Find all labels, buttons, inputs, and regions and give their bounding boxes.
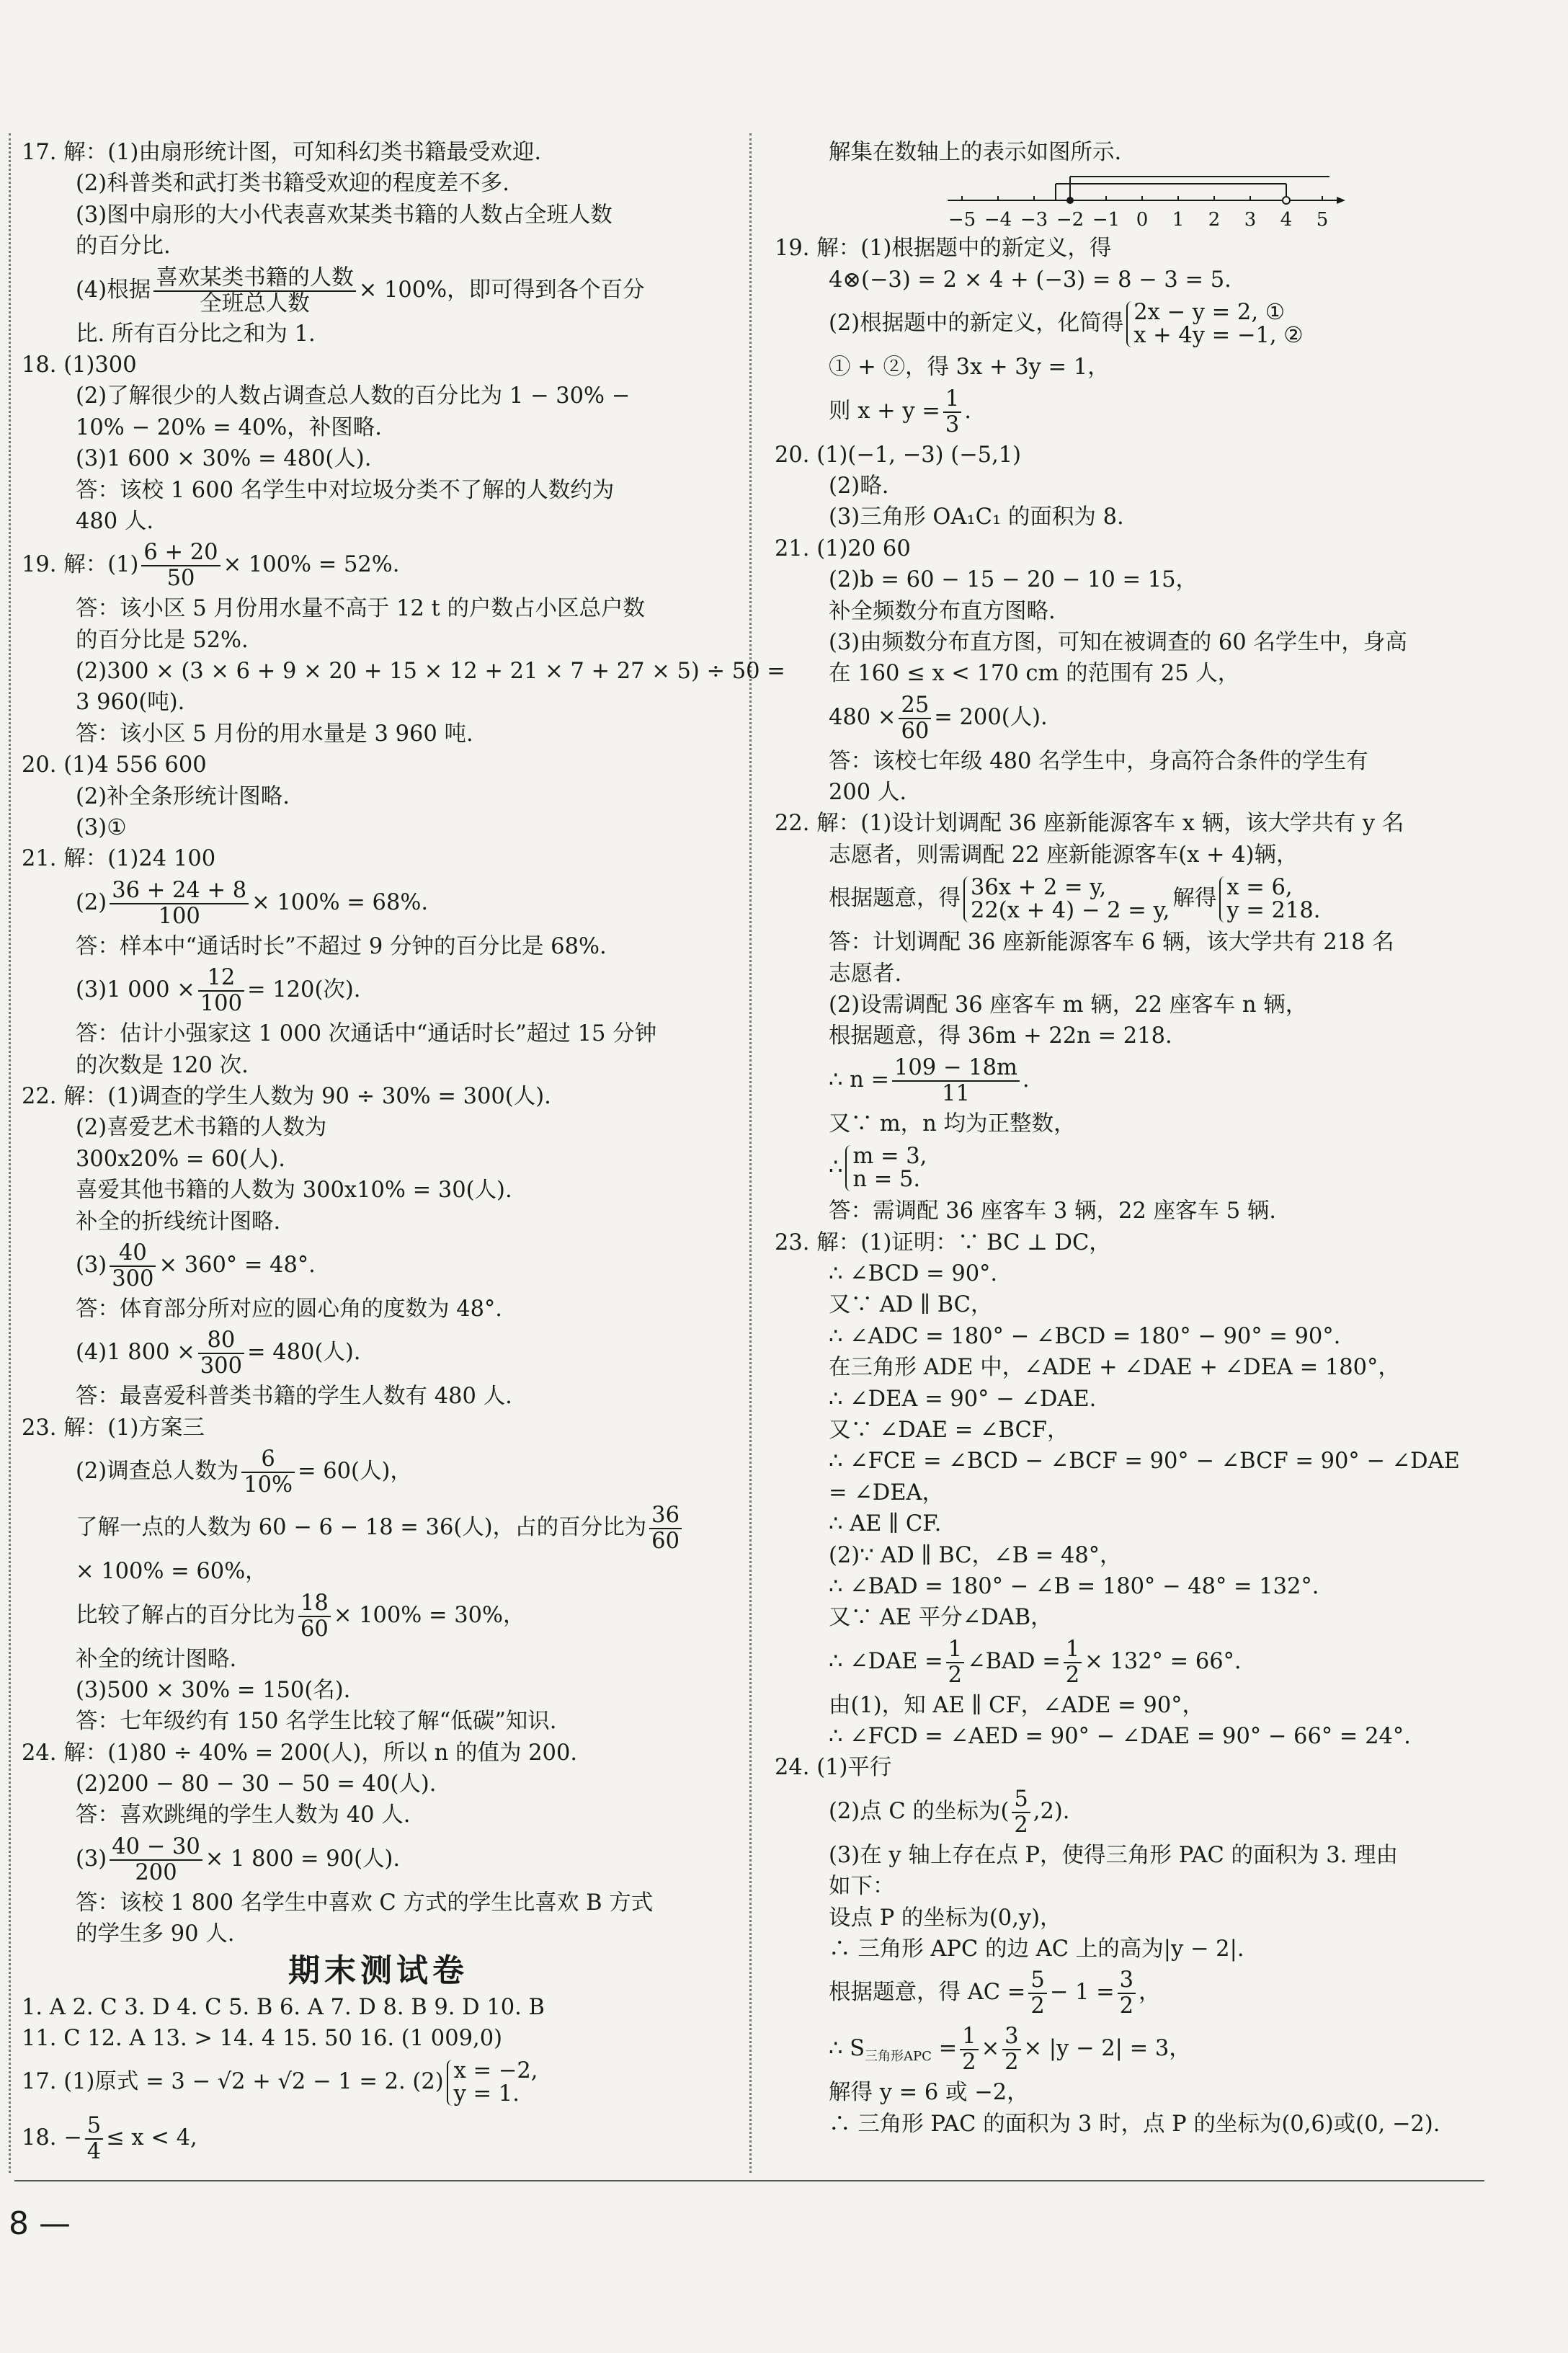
answer-line: 解得 y = 6 或 −2，: [829, 2080, 1029, 2106]
equation-system: x = −2, y = 1.: [447, 2060, 538, 2106]
answer-line: 则 x + y = $\frac{1}{3}$ .: [829, 386, 971, 437]
answer-line: 24. 解：(1)80 ÷ 40% = 200(人)，所以 n 的值为 200.: [22, 1740, 578, 1766]
fraction: $\frac{1}{2}$: [946, 1637, 964, 1688]
answer-line: (2)略.: [829, 473, 889, 499]
answer-line: 22. 解：(1)调查的学生人数为 90 ÷ 30% = 300(人).: [22, 1083, 551, 1109]
answer-line: 22. 解：(1)设计划调配 36 座新能源客车 x 辆，该大学共有 y 名: [775, 811, 1404, 837]
answer-line: 设点 P 的坐标为(0,y)，: [829, 1905, 1062, 1931]
number-line-label: 5: [1316, 209, 1329, 231]
answer-line: (2)b = 60 − 15 − 20 − 10 = 15，: [829, 567, 1198, 593]
answer-line: 的百分比是 52%.: [76, 627, 249, 653]
answer-line: 1. A 2. C 3. D 4. C 5. B 6. A 7. D 8. B 9. D 10. B: [22, 1994, 545, 2020]
left-margin-line: [9, 133, 11, 2173]
answer-line: 又∵ ∠DAE = ∠BCF，: [829, 1417, 1069, 1443]
bottom-rule: [14, 2180, 1484, 2181]
answer-line: (2)设需调配 36 座客车 m 辆，22 座客车 n 辆，: [829, 992, 1308, 1018]
answer-line: 19. 解：(1)根据题中的新定义，得: [775, 236, 1112, 262]
answer-line: 20. (1)(−1, −3) (−5,1): [775, 442, 1022, 468]
answer-line: (2)科普类和武打类书籍受欢迎的程度差不多.: [76, 171, 509, 197]
answer-line: (2)调查总人数为 $\frac{6}{10\%}$ = 60(人)，: [76, 1446, 412, 1498]
fraction: $\frac{40}{300}$: [110, 1241, 156, 1291]
answer-line: ∴ AE ∥ CF.: [829, 1511, 942, 1537]
answer-line: 根据题意，得 36x + 2 = y, 22(x + 4) − 2 = y, 解得 x = 6, y = 218.: [829, 875, 1321, 924]
answer-line: (3) $\frac{40}{300}$ × 360° = 48°.: [76, 1240, 316, 1291]
answer-line: × 100% = 60%，: [76, 1559, 267, 1585]
answer-line: 喜爱其他书籍的人数为 300x10% = 30(人).: [76, 1178, 512, 1204]
answer-line: 解集在数轴上的表示如图所示.: [829, 140, 1122, 165]
number-line-label: −2: [1056, 209, 1084, 231]
fraction: $\frac{18}{60}$: [298, 1591, 331, 1642]
number-line-label: 2: [1208, 209, 1221, 231]
answer-line: 由(1)，知 AE ∥ CF，∠ADE = 90°，: [829, 1692, 1204, 1718]
answer-line: (2)喜爱艺术书籍的人数为: [76, 1115, 327, 1141]
equation-system: 2x − y = 2, ① x + 4y = −1, ②: [1126, 301, 1303, 347]
answer-line: 又∵ m，n 均为正整数，: [829, 1111, 1076, 1137]
answer-line: 18. − $\frac{5}{4}$ ≤ x < 4,: [22, 2113, 197, 2165]
answer-line: 19. 解：(1) $\frac{6 + 20}{50}$ × 100% = 52%.: [22, 540, 400, 592]
answer-line: ∴ ∠FCE = ∠BCD − ∠BCF = 90° − ∠BCF = 90° − ∠DAE: [829, 1449, 1460, 1474]
fraction: $\frac{5}{2}$: [1012, 1787, 1030, 1838]
fraction: $\frac{3}{2}$: [1002, 2024, 1020, 2075]
fraction: $\frac{3}{2}$: [1118, 1968, 1136, 2019]
fraction: $\frac{80}{300}$: [198, 1328, 244, 1379]
answer-line: 比. 所有百分比之和为 1.: [76, 321, 316, 347]
answer-line: 答：该小区 5 月份用水量不高于 12 t 的户数占小区总户数: [76, 596, 645, 622]
number-line-label: 3: [1244, 209, 1257, 231]
closed-point: [1066, 197, 1074, 204]
number-line-label: 0: [1136, 209, 1149, 231]
answer-line: ∴ 三角形 PAC 的面积为 3 时，点 P 的坐标为(0,6)或(0, −2).: [829, 2111, 1440, 2137]
fraction: $\frac{6 + 20}{50}$: [141, 541, 220, 591]
answer-line: 根据题意，得 AC = $\frac{5}{2}$ − 1 = $\frac{3}{2}$ ，: [829, 1967, 1161, 2019]
answer-line: 的次数是 120 次.: [76, 1052, 249, 1078]
fraction: $\frac{\text{喜欢某类书籍的人数}}{\text{全班总人数}}$: [153, 266, 356, 316]
answer-line: 又∵ AE 平分∠DAB，: [829, 1605, 1053, 1631]
answer-line: (3)①: [76, 815, 127, 841]
fraction: $\frac{12}{100}$: [198, 966, 244, 1016]
answer-line: 志愿者，则需调配 22 座新能源客车(x + 4)辆，: [829, 842, 1298, 868]
answer-line: 21. (1)20 60: [775, 535, 911, 561]
answer-line: ∴ ∠DEA = 90° − ∠DAE.: [829, 1386, 1097, 1412]
number-line-label: 1: [1172, 209, 1185, 231]
left-column: [22, 137, 785, 2166]
answer-line: 了解一点的人数为 60 − 6 − 18 = 36(人)，占的百分比为 $\frac{36}{60}$: [22, 1500, 735, 1556]
answer-line: 在三角形 ADE 中，∠ADE + ∠DAE + ∠DEA = 180°，: [829, 1355, 1400, 1381]
answer-line: (2)200 − 80 − 30 − 50 = 40(人).: [76, 1771, 437, 1797]
answer-line: 的学生多 90 人.: [76, 1921, 235, 1947]
answer-line: 答：需调配 36 座客车 3 辆，22 座客车 5 辆.: [829, 1198, 1276, 1224]
answer-line: (2)点 C 的坐标为( $\frac{5}{2}$ ,2).: [829, 1786, 1070, 1838]
answer-line: (4)根据 $\frac{\text{喜欢某类书籍的人数}}{\text{全班总人数}}$ × 100%，即可得到各个百分: [76, 264, 645, 316]
answer-line: (3)1 000 × $\frac{12}{100}$ = 120(次).: [76, 965, 361, 1017]
answer-line: (2) $\frac{36 + 24 + 8}{100}$ × 100% = 68%.: [76, 877, 429, 929]
answer-line: 24. (1)平行: [775, 1755, 892, 1781]
answer-line: (2)补全条形统计图略.: [76, 783, 290, 809]
answer-line: ∴ $S_{三角形APC}$ = $\frac{1}{2}$ × $\frac{3}{2}$ × |y − 2| = 3，: [829, 2024, 1191, 2076]
number-line-label: −5: [948, 209, 976, 231]
answer-line: 480 人.: [76, 508, 154, 534]
answer-line: 10% − 20% = 40%，补图略.: [76, 414, 382, 440]
answer-line: ∴ ∠FCD = ∠AED = 90° − ∠DAE = 90° − 66° = 24°.: [829, 1724, 1411, 1750]
answer-line: 答：该校七年级 480 名学生中，身高符合条件的学生有: [829, 748, 1368, 774]
answer-line: 480 × $\frac{25}{60}$ = 200(人).: [829, 692, 1048, 744]
answer-line: 23. 解：(1)证明：∵ BC ⊥ DC，: [775, 1229, 1111, 1255]
answer-line: ∴ ∠ADC = 180° − ∠BCD = 180° − 90° = 90°.: [829, 1323, 1341, 1349]
fraction: $\frac{40 - 30}{200}$: [110, 1835, 202, 1885]
answer-line: 答：该校 1 600 名学生中对垃圾分类不了解的人数约为: [76, 477, 615, 503]
answer-line: 3 960(吨).: [76, 690, 185, 716]
answer-line: 答：七年级约有 150 名学生比较了解“低碳”知识.: [76, 1709, 557, 1735]
answer-line: ∴ 三角形 APC 的边 AC 上的高为|y − 2|.: [829, 1936, 1244, 1962]
answer-line: (3)500 × 30% = 150(名).: [76, 1677, 351, 1703]
answer-line: 11. C 12. A 13. > 14. 4 15. 50 16. (1 009,0): [22, 2026, 503, 2052]
fraction: $\frac{25}{60}$: [899, 693, 931, 744]
equation-system: m = 3, n = 5.: [845, 1145, 927, 1191]
answer-line: ① + ②，得 3x + 3y = 1，: [829, 355, 1110, 381]
answer-line: 志愿者.: [829, 961, 902, 987]
answer-line: (2)根据题中的新定义，化简得 2x − y = 2, ① x + 4y = −1, ②: [829, 300, 1304, 349]
number-line: [775, 168, 1495, 233]
number-line-label: −3: [1020, 209, 1048, 231]
answer-line: 17. (1)原式 = 3 − √2 + √2 − 1 = 2. (2) x = −2, y = 1.: [22, 2058, 538, 2107]
right-column: [775, 137, 1495, 2140]
answer-line: 答：样本中“通话时长”不超过 9 分钟的百分比是 68%.: [76, 933, 607, 959]
answer-line: (3)1 600 × 30% = 480(人).: [76, 446, 372, 472]
answer-line: 21. 解：(1)24 100: [22, 846, 216, 872]
answer-line: (2)300 × (3 × 6 + 9 × 20 + 15 × 12 + 21 × 7 + 27 × 5) ÷ 50 =: [76, 659, 785, 685]
answer-line: ∴ ∠BCD = 90°.: [829, 1260, 998, 1286]
answer-line: 答：体育部分所对应的圆心角的度数为 48°.: [76, 1296, 502, 1322]
number-line-label: 4: [1280, 209, 1293, 231]
answer-line: 答：最喜爱科普类书籍的学生人数有 480 人.: [76, 1384, 512, 1410]
answer-line: 如下：: [829, 1874, 895, 1900]
equation-system: x = 6, y = 218.: [1219, 876, 1320, 922]
answer-line: 根据题意，得 36m + 22n = 218.: [829, 1023, 1172, 1049]
answer-line: (3)三角形 OA₁C₁ 的面积为 8.: [829, 504, 1124, 530]
answer-line: 答：该校 1 800 名学生中喜欢 C 方式的学生比喜欢 B 方式: [76, 1890, 654, 1916]
answer-line: (2)∵ AD ∥ BC，∠B = 48°，: [829, 1542, 1122, 1568]
column-separator: [749, 133, 752, 2173]
open-point: [1283, 197, 1290, 204]
answer-line: 200 人.: [829, 780, 907, 806]
answer-line: (3)由频数分布直方图，可知在被调查的 60 名学生中，身高: [829, 629, 1407, 655]
answer-line: 300x20% = 60(人).: [76, 1146, 285, 1172]
answer-line: 补全的统计图略.: [76, 1646, 237, 1672]
number-line-label: −1: [1092, 209, 1121, 231]
answer-line: 答：该小区 5 月份的用水量是 3 960 吨.: [76, 721, 473, 747]
fraction: $\frac{1}{2}$: [1064, 1637, 1082, 1688]
answer-line: = ∠DEA，: [829, 1480, 945, 1505]
fraction: $\frac{36 + 24 + 8}{100}$: [110, 879, 249, 929]
answer-line: (4)1 800 × $\frac{80}{300}$ = 480(人).: [76, 1327, 361, 1379]
equation-system: 36x + 2 = y, 22(x + 4) − 2 = y,: [963, 876, 1170, 922]
fraction: $\frac{5}{4}$: [85, 2114, 103, 2164]
answer-line: (3) $\frac{40 - 30}{200}$ × 1 800 = 90(人).: [76, 1833, 401, 1885]
fraction: $\frac{1}{3}$: [943, 387, 961, 437]
fraction: $\frac{1}{2}$: [960, 2024, 978, 2075]
answer-line: 答：喜欢跳绳的学生人数为 40 人.: [76, 1802, 411, 1828]
answer-line: 4⊗(−3) = 2 × 4 + (−3) = 8 − 3 = 5.: [829, 267, 1231, 293]
answer-line: 20. (1)4 556 600: [22, 752, 207, 778]
answer-line: 23. 解：(1)方案三: [22, 1415, 205, 1441]
fraction: $\frac{5}{2}$: [1028, 1968, 1046, 2019]
answer-line: (2)了解很少的人数占调查总人数的百分比为 1 − 30% −: [76, 383, 631, 409]
answer-line: ∴ m = 3, n = 5.: [829, 1144, 927, 1193]
answer-line: 答：估计小强家这 1 000 次通话中“通话时长”超过 15 分钟: [76, 1021, 657, 1047]
section-heading: 期末测试卷: [288, 1952, 468, 1989]
fraction: $\frac{109 - 18m}{11}$: [892, 1056, 1020, 1106]
answer-line: ∴ ∠BAD = 180° − ∠B = 180° − 48° = 132°.: [829, 1573, 1319, 1599]
number-line-label: −4: [984, 209, 1012, 231]
answer-line: 答：计划调配 36 座新能源客车 6 辆，该大学共有 218 名: [829, 930, 1394, 956]
number-line-graphic: [948, 168, 1351, 233]
answer-line: 比较了解占的百分比为 $\frac{18}{60}$ × 100% = 30%，: [76, 1590, 525, 1642]
answer-line: ∴ n = $\frac{109 - 18m}{11}$ .: [829, 1054, 1030, 1106]
answer-line: 在 160 ≤ x < 170 cm 的范围有 25 人，: [829, 661, 1240, 687]
answer-line: 补全频数分布直方图略.: [829, 598, 1056, 624]
answer-line: 补全的折线统计图略.: [76, 1209, 281, 1235]
page-number: 8 —: [9, 2205, 71, 2242]
fraction: $\frac{36}{60}$: [649, 1503, 682, 1554]
answer-line: (3)图中扇形的大小代表喜欢某类书籍的人数占全班人数: [76, 202, 612, 228]
answer-line: 的百分比.: [76, 233, 171, 259]
answer-line: 17. 解：(1)由扇形统计图，可知科幻类书籍最受欢迎.: [22, 140, 542, 165]
answer-line: 又∵ AD ∥ BC，: [829, 1292, 993, 1318]
answer-line: ∴ ∠DAE = $\frac{1}{2}$ ∠BAD = $\frac{1}{2}$ × 132° = 66°.: [829, 1636, 1242, 1688]
answer-line: (3)在 y 轴上存在点 P，使得三角形 PAC 的面积为 3. 理由: [829, 1842, 1399, 1868]
fraction: $\frac{6}{10\%}$: [241, 1447, 295, 1498]
answer-line: 18. (1)300: [22, 352, 137, 378]
